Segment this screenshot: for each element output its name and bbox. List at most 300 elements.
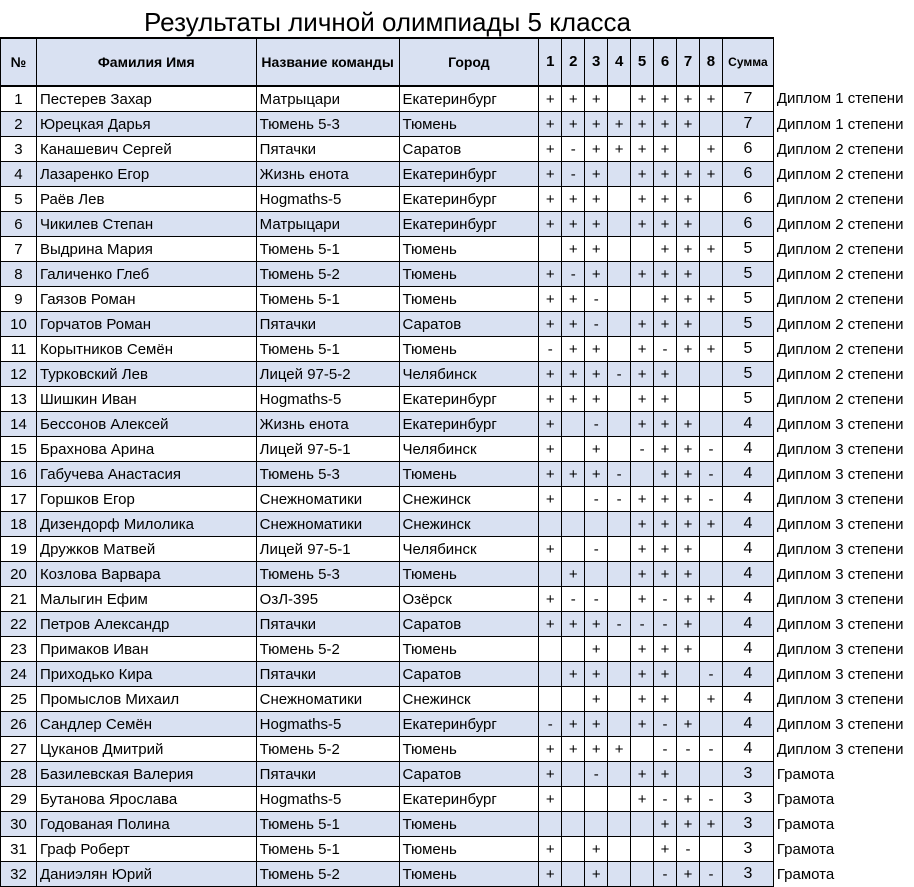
header-problem-2: 2 — [562, 38, 585, 86]
problem-mark-3: + — [585, 637, 608, 662]
problem-mark-7: + — [677, 437, 700, 462]
award-label: Диплом 3 степени — [773, 587, 913, 612]
problem-mark-8 — [699, 762, 722, 787]
award-label: Диплом 2 степени — [773, 137, 913, 162]
problem-mark-4 — [608, 212, 631, 237]
row-number: 10 — [1, 312, 37, 337]
problem-mark-4 — [608, 712, 631, 737]
score-sum: 5 — [722, 287, 773, 312]
score-sum: 5 — [722, 262, 773, 287]
problem-mark-8: + — [699, 587, 722, 612]
problem-mark-2 — [562, 812, 585, 837]
city-name: Екатеринбург — [399, 787, 539, 812]
problem-mark-6: + — [654, 387, 677, 412]
problem-mark-1: + — [539, 762, 562, 787]
problem-mark-6: + — [654, 112, 677, 137]
award-label: Диплом 2 степени — [773, 287, 913, 312]
score-sum: 6 — [722, 137, 773, 162]
award-label: Диплом 1 степени — [773, 112, 913, 137]
city-name: Тюмень — [399, 337, 539, 362]
problem-mark-3: - — [585, 487, 608, 512]
problem-mark-8 — [699, 637, 722, 662]
problem-mark-3: + — [585, 112, 608, 137]
problem-mark-4 — [608, 762, 631, 787]
problem-mark-6: + — [654, 637, 677, 662]
city-name: Саратов — [399, 312, 539, 337]
problem-mark-7: + — [677, 537, 700, 562]
participant-name: Чикилев Степан — [36, 212, 256, 237]
problem-mark-1: + — [539, 737, 562, 762]
row-number: 14 — [1, 412, 37, 437]
problem-mark-8 — [699, 362, 722, 387]
award-label: Грамота — [773, 862, 913, 887]
team-name: Hogmaths-5 — [256, 712, 399, 737]
problem-mark-5: + — [631, 162, 654, 187]
problem-mark-8 — [699, 212, 722, 237]
row-number: 11 — [1, 337, 37, 362]
problem-mark-5: + — [631, 562, 654, 587]
row-number: 28 — [1, 762, 37, 787]
problem-mark-7: + — [677, 312, 700, 337]
problem-mark-8 — [699, 612, 722, 637]
team-name: Hogmaths-5 — [256, 187, 399, 212]
problem-mark-1: + — [539, 112, 562, 137]
problem-mark-4 — [608, 587, 631, 612]
city-name: Екатеринбург — [399, 712, 539, 737]
problem-mark-3: + — [585, 162, 608, 187]
team-name: Жизнь енота — [256, 162, 399, 187]
row-number: 15 — [1, 437, 37, 462]
problem-mark-8 — [699, 537, 722, 562]
problem-mark-4 — [608, 237, 631, 262]
problem-mark-6: + — [654, 462, 677, 487]
problem-mark-5: + — [631, 387, 654, 412]
row-number: 29 — [1, 787, 37, 812]
table-row — [1, 487, 914, 512]
city-name: Тюмень — [399, 812, 539, 837]
problem-mark-6: + — [654, 562, 677, 587]
award-label: Диплом 3 степени — [773, 637, 913, 662]
row-number: 26 — [1, 712, 37, 737]
award-label: Диплом 3 степени — [773, 487, 913, 512]
participant-name: Горчатов Роман — [36, 312, 256, 337]
row-number: 22 — [1, 612, 37, 637]
participant-name: Галиченко Глеб — [36, 262, 256, 287]
problem-mark-4 — [608, 687, 631, 712]
table-row — [1, 862, 914, 887]
problem-mark-3: + — [585, 212, 608, 237]
score-sum: 6 — [722, 212, 773, 237]
problem-mark-3: + — [585, 187, 608, 212]
award-label: Грамота — [773, 762, 913, 787]
city-name: Челябинск — [399, 437, 539, 462]
problem-mark-8 — [699, 112, 722, 137]
score-sum: 6 — [722, 162, 773, 187]
score-sum: 5 — [722, 387, 773, 412]
problem-mark-2: + — [562, 562, 585, 587]
problem-mark-5: + — [631, 137, 654, 162]
participant-name: Канашевич Сергей — [36, 137, 256, 162]
row-number: 3 — [1, 137, 37, 162]
city-name: Снежинск — [399, 512, 539, 537]
problem-mark-7: - — [677, 837, 700, 862]
team-name: Матрыцари — [256, 212, 399, 237]
problem-mark-1 — [539, 512, 562, 537]
problem-mark-8: + — [699, 137, 722, 162]
problem-mark-7: - — [677, 737, 700, 762]
problem-mark-5: + — [631, 337, 654, 362]
row-number: 6 — [1, 212, 37, 237]
problem-mark-1: + — [539, 162, 562, 187]
score-sum: 4 — [722, 462, 773, 487]
table-row — [1, 337, 914, 362]
problem-mark-8 — [699, 387, 722, 412]
participant-name: Приходько Кира — [36, 662, 256, 687]
award-label: Диплом 2 степени — [773, 337, 913, 362]
team-name: Hogmaths-5 — [256, 387, 399, 412]
participant-name: Лазаренко Егор — [36, 162, 256, 187]
problem-mark-2: + — [562, 187, 585, 212]
problem-mark-4 — [608, 86, 631, 112]
problem-mark-6: - — [654, 712, 677, 737]
award-label: Диплом 3 степени — [773, 537, 913, 562]
problem-mark-7: + — [677, 637, 700, 662]
problem-mark-2 — [562, 837, 585, 862]
problem-mark-2: + — [562, 712, 585, 737]
problem-mark-2: + — [562, 737, 585, 762]
problem-mark-2: - — [562, 137, 585, 162]
team-name: Снежноматики — [256, 687, 399, 712]
score-sum: 4 — [722, 712, 773, 737]
participant-name: Дизендорф Милолика — [36, 512, 256, 537]
problem-mark-4 — [608, 787, 631, 812]
city-name: Екатеринбург — [399, 387, 539, 412]
problem-mark-4 — [608, 512, 631, 537]
header-sum: Сумма — [722, 38, 773, 86]
problem-mark-4: + — [608, 137, 631, 162]
city-name: Екатеринбург — [399, 212, 539, 237]
problem-mark-1: + — [539, 837, 562, 862]
row-number: 27 — [1, 737, 37, 762]
problem-mark-1: - — [539, 712, 562, 737]
problem-mark-6: + — [654, 537, 677, 562]
problem-mark-7: + — [677, 587, 700, 612]
problem-mark-7 — [677, 662, 700, 687]
problem-mark-3: + — [585, 86, 608, 112]
score-sum: 5 — [722, 312, 773, 337]
problem-mark-6: + — [654, 837, 677, 862]
team-name: Лицей 97-5-1 — [256, 537, 399, 562]
problem-mark-1 — [539, 812, 562, 837]
problem-mark-7: + — [677, 112, 700, 137]
table-row — [1, 437, 914, 462]
problem-mark-3: + — [585, 262, 608, 287]
header-problem-8: 8 — [699, 38, 722, 86]
participant-name: Пестерев Захар — [36, 86, 256, 112]
table-row — [1, 86, 914, 112]
problem-mark-4 — [608, 187, 631, 212]
problem-mark-1: + — [539, 312, 562, 337]
row-number: 2 — [1, 112, 37, 137]
page-title: Результаты личной олимпиады 5 класса — [143, 7, 631, 37]
problem-mark-3: + — [585, 137, 608, 162]
header-num: № — [1, 38, 37, 86]
table-row — [1, 837, 914, 862]
city-name: Тюмень — [399, 562, 539, 587]
row-number: 25 — [1, 687, 37, 712]
problem-mark-3: + — [585, 437, 608, 462]
problem-mark-5: + — [631, 587, 654, 612]
problem-mark-1: + — [539, 462, 562, 487]
city-name: Тюмень — [399, 462, 539, 487]
problem-mark-3: - — [585, 412, 608, 437]
row-number: 23 — [1, 637, 37, 662]
award-label: Диплом 1 степени — [773, 86, 913, 112]
problem-mark-4 — [608, 287, 631, 312]
team-name: Жизнь енота — [256, 412, 399, 437]
problem-mark-3: - — [585, 587, 608, 612]
table-row — [1, 537, 914, 562]
participant-name: Промыслов Михаил — [36, 687, 256, 712]
award-label: Диплом 2 степени — [773, 162, 913, 187]
city-name: Саратов — [399, 762, 539, 787]
problem-mark-8: + — [699, 687, 722, 712]
problem-mark-4 — [608, 812, 631, 837]
participant-name: Сандлер Семён — [36, 712, 256, 737]
score-sum: 3 — [722, 837, 773, 862]
score-sum: 4 — [722, 562, 773, 587]
score-sum: 3 — [722, 762, 773, 787]
problem-mark-7: + — [677, 187, 700, 212]
problem-mark-2: + — [562, 612, 585, 637]
problem-mark-7: + — [677, 262, 700, 287]
team-name: Снежноматики — [256, 487, 399, 512]
problem-mark-6: + — [654, 86, 677, 112]
problem-mark-8: - — [699, 737, 722, 762]
award-label: Диплом 3 степени — [773, 687, 913, 712]
team-name: Тюмень 5-1 — [256, 812, 399, 837]
problem-mark-2: - — [562, 587, 585, 612]
problem-mark-4 — [608, 387, 631, 412]
problem-mark-6: + — [654, 262, 677, 287]
problem-mark-8 — [699, 837, 722, 862]
city-name: Челябинск — [399, 362, 539, 387]
team-name: Пятачки — [256, 662, 399, 687]
problem-mark-5 — [631, 462, 654, 487]
city-name: Челябинск — [399, 537, 539, 562]
participant-name: Козлова Варвара — [36, 562, 256, 587]
problem-mark-7: + — [677, 562, 700, 587]
problem-mark-8: - — [699, 437, 722, 462]
city-name: Тюмень — [399, 862, 539, 887]
table-row — [1, 212, 914, 237]
table-row — [1, 712, 914, 737]
problem-mark-2 — [562, 487, 585, 512]
problem-mark-4 — [608, 862, 631, 887]
table-row — [1, 112, 914, 137]
problem-mark-7: + — [677, 237, 700, 262]
problem-mark-7: + — [677, 712, 700, 737]
award-label: Диплом 3 степени — [773, 437, 913, 462]
problem-mark-7: + — [677, 512, 700, 537]
problem-mark-2: - — [562, 262, 585, 287]
problem-mark-6: + — [654, 287, 677, 312]
problem-mark-2 — [562, 637, 585, 662]
team-name: Тюмень 5-2 — [256, 862, 399, 887]
problem-mark-6: - — [654, 737, 677, 762]
problem-mark-7: + — [677, 812, 700, 837]
award-label: Диплом 3 степени — [773, 612, 913, 637]
problem-mark-8: - — [699, 862, 722, 887]
problem-mark-3: - — [585, 287, 608, 312]
problem-mark-1: + — [539, 487, 562, 512]
participant-name: Цуканов Дмитрий — [36, 737, 256, 762]
problem-mark-2 — [562, 687, 585, 712]
team-name: Тюмень 5-1 — [256, 237, 399, 262]
problem-mark-8: + — [699, 86, 722, 112]
header-problem-7: 7 — [677, 38, 700, 86]
problem-mark-4: - — [608, 612, 631, 637]
problem-mark-4 — [608, 662, 631, 687]
award-label: Диплом 3 степени — [773, 662, 913, 687]
score-sum: 3 — [722, 787, 773, 812]
table-row — [1, 187, 914, 212]
problem-mark-4 — [608, 637, 631, 662]
row-number: 16 — [1, 462, 37, 487]
team-name: Тюмень 5-1 — [256, 337, 399, 362]
score-sum: 5 — [722, 362, 773, 387]
problem-mark-3 — [585, 812, 608, 837]
table-row — [1, 562, 914, 587]
problem-mark-2 — [562, 437, 585, 462]
team-name: ОзЛ-395 — [256, 587, 399, 612]
problem-mark-1 — [539, 562, 562, 587]
problem-mark-1: + — [539, 387, 562, 412]
results-body — [1, 86, 914, 887]
row-number: 32 — [1, 862, 37, 887]
table-row — [1, 362, 914, 387]
participant-name: Дружков Матвей — [36, 537, 256, 562]
problem-mark-3: - — [585, 537, 608, 562]
score-sum: 4 — [722, 687, 773, 712]
problem-mark-4: - — [608, 487, 631, 512]
participant-name: Граф Роберт — [36, 837, 256, 862]
city-name: Озёрск — [399, 587, 539, 612]
table-row — [1, 137, 914, 162]
problem-mark-8: + — [699, 812, 722, 837]
table-row — [1, 687, 914, 712]
award-label: Диплом 2 степени — [773, 362, 913, 387]
problem-mark-3: + — [585, 687, 608, 712]
problem-mark-3: + — [585, 462, 608, 487]
award-label: Диплом 2 степени — [773, 237, 913, 262]
table-row — [1, 787, 914, 812]
problem-mark-2: + — [562, 462, 585, 487]
header-row — [1, 38, 914, 86]
problem-mark-7: + — [677, 862, 700, 887]
problem-mark-5: + — [631, 662, 654, 687]
problem-mark-6: + — [654, 162, 677, 187]
problem-mark-8 — [699, 712, 722, 737]
city-name: Саратов — [399, 662, 539, 687]
problem-mark-1: + — [539, 787, 562, 812]
problem-mark-1: + — [539, 412, 562, 437]
problem-mark-4: + — [608, 112, 631, 137]
problem-mark-3: + — [585, 712, 608, 737]
problem-mark-5: + — [631, 787, 654, 812]
problem-mark-1: + — [539, 362, 562, 387]
problem-mark-2 — [562, 787, 585, 812]
problem-mark-2: + — [562, 287, 585, 312]
row-number: 17 — [1, 487, 37, 512]
table-row — [1, 662, 914, 687]
row-number: 12 — [1, 362, 37, 387]
problem-mark-3: + — [585, 612, 608, 637]
problem-mark-5: + — [631, 312, 654, 337]
participant-name: Бессонов Алексей — [36, 412, 256, 437]
participant-name: Корытников Семён — [36, 337, 256, 362]
city-name: Екатеринбург — [399, 187, 539, 212]
problem-mark-7: + — [677, 787, 700, 812]
row-number: 4 — [1, 162, 37, 187]
problem-mark-8 — [699, 562, 722, 587]
problem-mark-8 — [699, 187, 722, 212]
score-sum: 3 — [722, 812, 773, 837]
participant-name: Юрецкая Дарья — [36, 112, 256, 137]
problem-mark-6: + — [654, 137, 677, 162]
city-name: Саратов — [399, 612, 539, 637]
problem-mark-2: + — [562, 662, 585, 687]
problem-mark-5: - — [631, 612, 654, 637]
table-row — [1, 762, 914, 787]
problem-mark-8: + — [699, 237, 722, 262]
participant-name: Шишкин Иван — [36, 387, 256, 412]
score-sum: 7 — [722, 86, 773, 112]
problem-mark-4 — [608, 337, 631, 362]
problem-mark-5: + — [631, 512, 654, 537]
team-name: Hogmaths-5 — [256, 787, 399, 812]
city-name: Екатеринбург — [399, 412, 539, 437]
team-name: Тюмень 5-3 — [256, 112, 399, 137]
problem-mark-8 — [699, 262, 722, 287]
problem-mark-6: + — [654, 187, 677, 212]
problem-mark-4 — [608, 412, 631, 437]
problem-mark-6: + — [654, 437, 677, 462]
problem-mark-5: + — [631, 187, 654, 212]
problem-mark-5: + — [631, 762, 654, 787]
table-row — [1, 412, 914, 437]
problem-mark-8 — [699, 312, 722, 337]
score-sum: 4 — [722, 487, 773, 512]
problem-mark-8: - — [699, 487, 722, 512]
table-row — [1, 737, 914, 762]
problem-mark-3: + — [585, 862, 608, 887]
problem-mark-4 — [608, 262, 631, 287]
problem-mark-5: + — [631, 412, 654, 437]
problem-mark-6: + — [654, 312, 677, 337]
problem-mark-4 — [608, 837, 631, 862]
problem-mark-3: + — [585, 662, 608, 687]
problem-mark-8: + — [699, 162, 722, 187]
table-row — [1, 237, 914, 262]
problem-mark-3 — [585, 512, 608, 537]
table-row — [1, 587, 914, 612]
problem-mark-2: + — [562, 112, 585, 137]
participant-name: Даниэлян Юрий — [36, 862, 256, 887]
header-problem-5: 5 — [631, 38, 654, 86]
team-name: Тюмень 5-3 — [256, 462, 399, 487]
problem-mark-7 — [677, 137, 700, 162]
